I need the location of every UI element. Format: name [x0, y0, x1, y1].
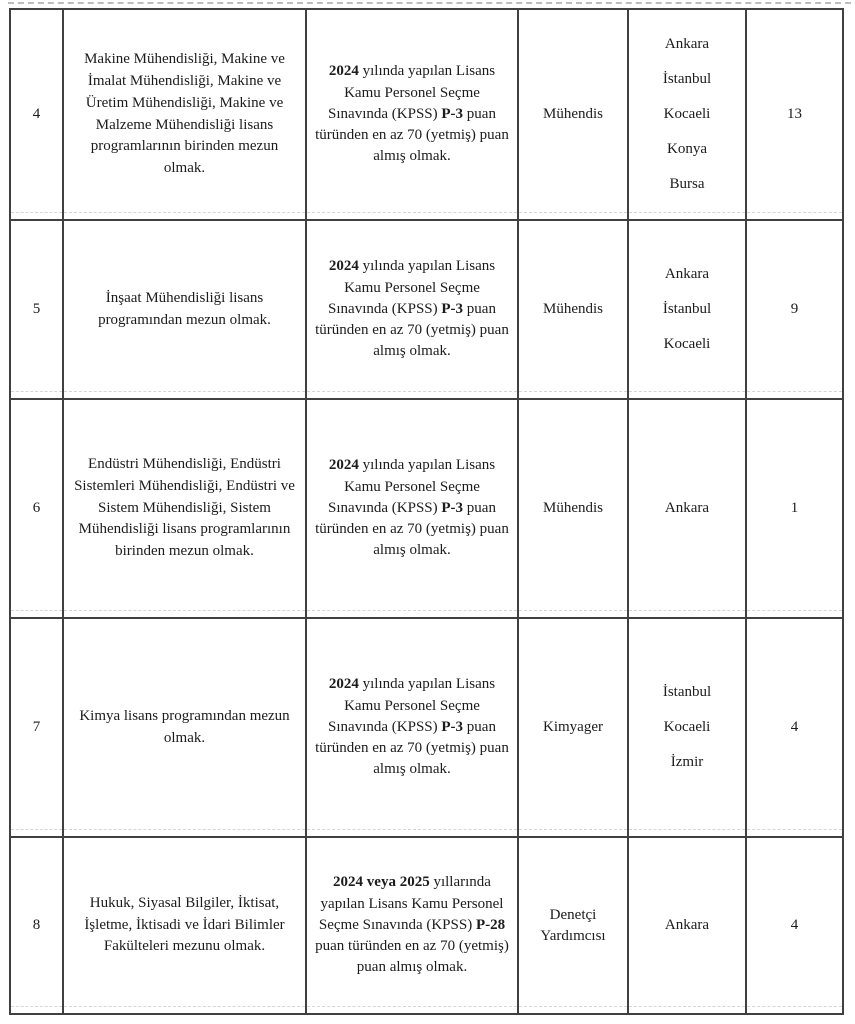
education-requirement-text: İnşaat Mühendisliği lisans programından mezun olmak.: [98, 289, 271, 328]
exam-text-segment: yıllarında yapılan Lisans Kamu Personel Seçme Sınavında (KPSS): [318, 874, 504, 933]
position-count: 9: [790, 301, 799, 317]
position-title-text: Kimyager: [543, 719, 603, 735]
cities-cell: [628, 837, 746, 1014]
table-row: [10, 837, 843, 1014]
row-number-cell: [10, 837, 63, 1014]
exam-requirement-cell: [306, 220, 518, 399]
city-name: İstanbul: [662, 71, 712, 87]
row-number: 8: [32, 917, 41, 933]
row-number: 5: [32, 301, 41, 317]
table-row: [10, 399, 843, 618]
exam-text-segment: yılında yapılan Lisans Kamu Personel Seçme Sınavında (KPSS): [328, 457, 496, 516]
exam-bold-segment: 2024: [328, 63, 359, 80]
exam-requirement-cell: [306, 399, 518, 618]
exam-requirement-cell: [306, 9, 518, 220]
position-title-cell: [518, 837, 628, 1014]
position-title-cell: [518, 220, 628, 399]
position-count: 13: [787, 106, 802, 122]
table-row: [10, 9, 843, 220]
city-name: Ankara: [664, 500, 710, 516]
row-number-cell: [10, 9, 63, 220]
scan-artifact-line: [8, 2, 851, 4]
exam-text-segment: yılında yapılan Lisans Kamu Personel Seçme Sınavında (KPSS): [328, 676, 496, 735]
position-count: 4: [790, 917, 799, 933]
position-title-text: Denetçi Yardımcısı: [540, 906, 606, 944]
row-number: 4: [32, 106, 41, 122]
city-name: Ankara: [664, 917, 710, 933]
cities-cell: [628, 618, 746, 837]
education-requirement-text: Hukuk, Siyasal Bilgiler, İktisat, İşletme, İktisadi ve İdari Bilimler Fakülteleri mezunu olmak.: [84, 894, 285, 955]
position-count-cell: [746, 618, 843, 837]
row-number-cell: [10, 399, 63, 618]
exam-bold-segment: P-3: [441, 105, 464, 122]
position-count-cell: [746, 9, 843, 220]
exam-bold-segment: 2024 veya 2025: [333, 874, 430, 891]
row-number-cell: [10, 220, 63, 399]
table-row: [10, 618, 843, 837]
education-requirement-text: Kimya lisans programından mezun olmak.: [79, 707, 290, 746]
exam-bold-segment: 2024: [328, 258, 359, 275]
exam-bold-segment: P-28: [475, 916, 506, 933]
city-name: İstanbul: [662, 301, 712, 317]
education-requirement-text: Endüstri Mühendisliği, Endüstri Sistemleri Mühendisliği, Endüstri ve Sistem Mühendisliği, Sistem Mühendisliği lisans programlarının birinden mezun olmak.: [74, 456, 295, 560]
exam-text-segment: puan türünden en az 70 (yetmiş) puan almış olmak.: [315, 300, 509, 360]
city-name: Kocaeli: [663, 106, 711, 122]
education-requirement-cell: [63, 618, 306, 837]
exam-text-segment: puan türünden en az 70 (yetmiş) puan almış olmak.: [315, 718, 509, 778]
city-name: İzmir: [670, 754, 704, 770]
table-row: [10, 220, 843, 399]
education-requirement-cell: [63, 399, 306, 618]
city-name: İstanbul: [662, 684, 712, 700]
position-title-text: Mühendis: [543, 301, 603, 317]
education-requirement-text: Makine Mühendisliği, Makine ve İmalat Mühendisliği, Makine ve Üretim Mühendisliği, Makine ve Malzeme Mühendisliği lisans programlarının birinden mezun olmak.: [84, 51, 285, 176]
position-title-cell: [518, 618, 628, 837]
position-count: 1: [790, 500, 799, 516]
job-positions-table: [9, 8, 844, 1015]
position-title-text: Mühendis: [543, 500, 603, 516]
education-requirement-cell: [63, 837, 306, 1014]
city-name: Konya: [667, 141, 707, 157]
exam-requirement-cell: [306, 618, 518, 837]
city-name: Bursa: [669, 176, 705, 192]
exam-bold-segment: 2024: [328, 457, 359, 474]
exam-bold-segment: 2024: [328, 676, 359, 693]
education-requirement-cell: [63, 220, 306, 399]
exam-text-segment: yılında yapılan Lisans Kamu Personel Seçme Sınavında (KPSS): [328, 258, 496, 317]
exam-text-segment: puan türünden en az 70 (yetmiş) puan almış olmak.: [315, 938, 509, 976]
exam-bold-segment: P-3: [441, 300, 464, 317]
cities-cell: [628, 9, 746, 220]
position-count: 4: [790, 719, 799, 735]
exam-text-segment: puan türünden en az 70 (yetmiş) puan almış olmak.: [315, 105, 509, 165]
row-number-cell: [10, 618, 63, 837]
exam-requirement-cell: [306, 837, 518, 1014]
city-name: Kocaeli: [663, 336, 711, 352]
position-count-cell: [746, 220, 843, 399]
position-title-text: Mühendis: [543, 106, 603, 122]
cities-cell: [628, 220, 746, 399]
city-name: Kocaeli: [663, 719, 711, 735]
row-number: 7: [32, 719, 41, 735]
position-title-cell: [518, 399, 628, 618]
exam-bold-segment: P-3: [441, 718, 464, 735]
table-body: [10, 9, 843, 1014]
exam-bold-segment: P-3: [441, 499, 464, 516]
education-requirement-cell: [63, 9, 306, 220]
position-count-cell: [746, 399, 843, 618]
city-name: Ankara: [664, 36, 710, 52]
cities-cell: [628, 399, 746, 618]
position-title-cell: [518, 9, 628, 220]
row-number: 6: [32, 500, 41, 516]
position-count-cell: [746, 837, 843, 1014]
exam-text-segment: puan türünden en az 70 (yetmiş) puan almış olmak.: [315, 499, 509, 559]
exam-text-segment: yılında yapılan Lisans Kamu Personel Seçme Sınavında (KPSS): [328, 63, 496, 122]
city-name: Ankara: [664, 266, 710, 282]
